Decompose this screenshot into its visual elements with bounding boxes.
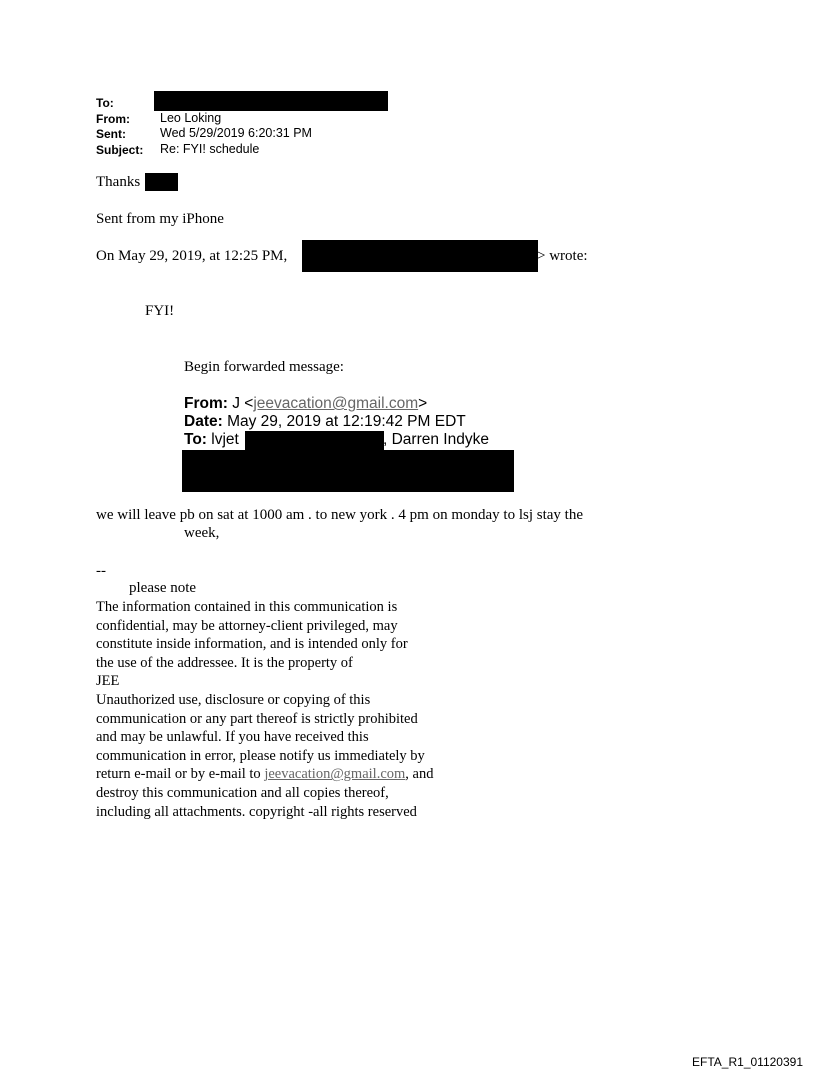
subject-value: Re: FYI! schedule <box>160 142 260 156</box>
return-email-link[interactable]: jeevacation@gmail.com <box>264 766 406 783</box>
disclaimer-line: the use of the addressee. It is the property of <box>96 654 353 671</box>
forwarded-from-line <box>184 395 427 413</box>
forwarded-date-line <box>184 413 466 431</box>
disclaimer-line: JEE <box>96 673 120 690</box>
disclaimer-block <box>96 598 433 821</box>
forwarded-date-value: May 29, 2019 at 12:19:42 PM EDT <box>227 413 466 430</box>
signature-text: Sent from my iPhone <box>96 211 224 227</box>
to-label: To: <box>96 96 114 110</box>
wrote-text: > wrote: <box>537 248 588 264</box>
disclaimer-line: confidential, may be attorney-client privileged, may <box>96 617 398 634</box>
thanks-text: Thanks <box>96 174 141 190</box>
signature-dashes: -- <box>96 563 106 579</box>
disclaimer-line: constitute inside information, and is intended only for <box>96 636 408 653</box>
subject-label: Subject: <box>96 143 144 157</box>
disclaimer-line: communication in error, please notify us immediately by <box>96 747 425 764</box>
from-value: Leo Loking <box>160 111 222 125</box>
forwarded-from-close: > <box>418 395 428 412</box>
fyi-text: FYI! <box>145 303 175 319</box>
redaction-to <box>154 91 388 111</box>
sent-value: Wed 5/29/2019 6:20:31 PM <box>160 126 312 140</box>
message-line-1: we will leave pb on sat at 1000 am . to new york . 4 pm on monday to lsj stay the <box>96 507 584 523</box>
forwarded-to-value-suffix: , Darren Indyke <box>383 431 489 448</box>
forwarded-to-label: To: <box>184 431 207 448</box>
redaction-sender <box>302 240 538 272</box>
forwarded-from-label: From: <box>184 395 228 412</box>
forwarded-from-email-link[interactable]: jeevacation@gmail.com <box>253 395 419 412</box>
forwarded-from-name: J < <box>232 395 254 412</box>
forwarded-intro: Begin forwarded message: <box>184 359 344 375</box>
forwarded-to-line <box>184 431 239 449</box>
disclaimer-line: including all attachments. copyright -all rights reserved <box>96 803 417 820</box>
return-suffix: , and <box>405 766 434 783</box>
disclaimer-return-line <box>96 765 433 784</box>
disclaimer-line: Unauthorized use, disclosure or copying of this <box>96 691 371 708</box>
from-label: From: <box>96 112 130 126</box>
sent-label: Sent: <box>96 127 126 141</box>
bates-number: EFTA_R1_01120391 <box>692 1055 803 1069</box>
disclaimer-line: and may be unlawful. If you have received this <box>96 729 369 746</box>
return-prefix: return e-mail or by e-mail to <box>96 766 265 783</box>
redaction-forwarded-cc <box>182 450 514 492</box>
disclaimer-line: communication or any part thereof is strictly prohibited <box>96 710 418 727</box>
redaction-thanks-name <box>145 173 178 191</box>
disclaimer-line: The information contained in this communication is <box>96 599 398 615</box>
message-line-2: week, <box>184 525 220 541</box>
forwarded-date-label: Date: <box>184 413 223 430</box>
forwarded-to-value-prefix: lvjet <box>211 431 239 448</box>
please-note-text: please note <box>129 580 197 596</box>
redaction-forwarded-to <box>245 431 384 450</box>
disclaimer-line: destroy this communication and all copies thereof, <box>96 784 389 801</box>
on-date-text: On May 29, 2019, at 12:25 PM, <box>96 248 288 264</box>
